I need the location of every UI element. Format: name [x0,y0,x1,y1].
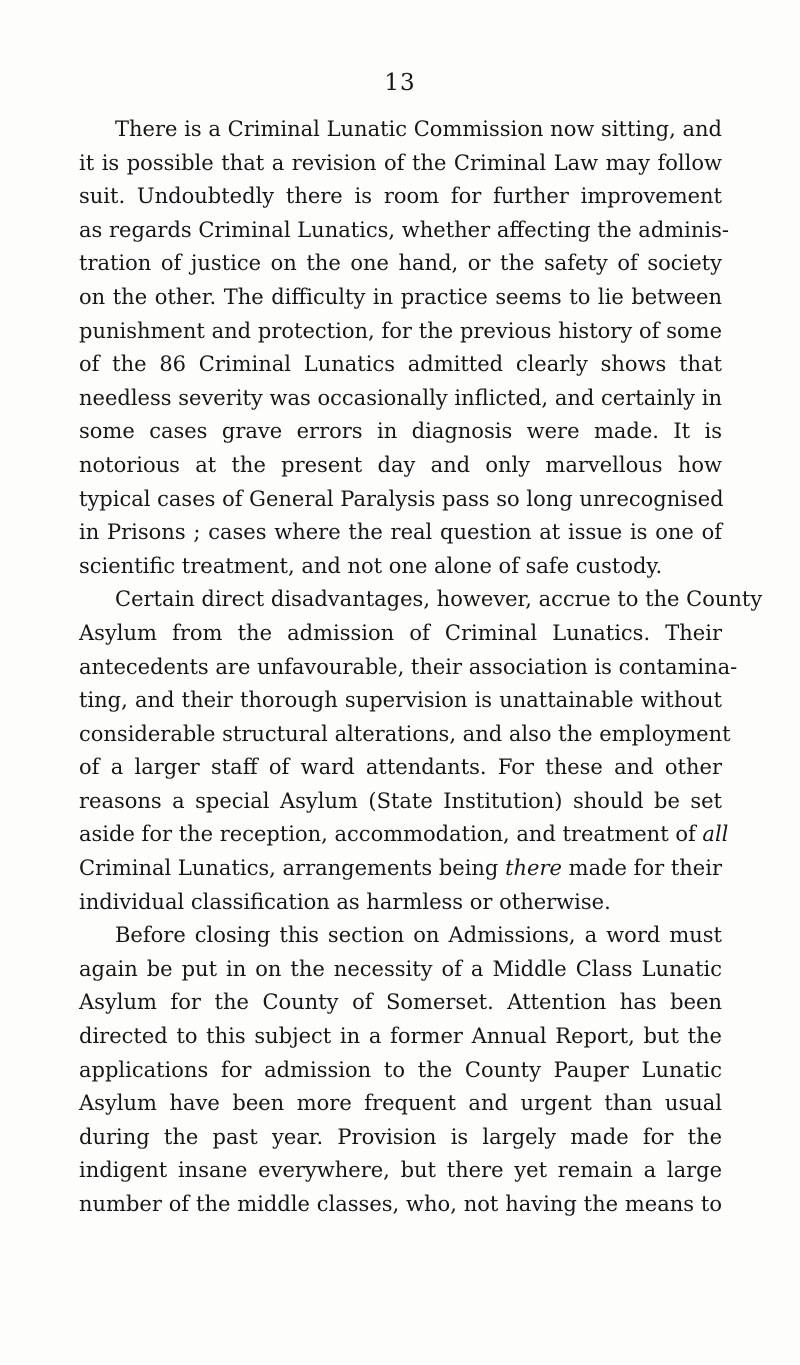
text-line: Asylum for the County of Somerset. Attention has been [79,990,722,1015]
text-line: ting, and their thorough supervision is unattainable without [79,688,722,713]
text-line: reasons a special Asylum (State Institution) should be set [79,788,722,813]
text-line: Asylum from the admission of Criminal Lunatics. Their [79,620,722,645]
text-line: number of the middle classes, who, not having the means to [79,1192,722,1216]
text-line: suit. Undoubtedly there is room for further improvement [79,184,722,209]
text-line: scientific treatment, and not one alone of safe custody. [79,553,663,578]
text-line: directed to this subject in a former Annual Report, but the [79,1024,722,1049]
text-line: typical cases of General Paralysis pass so long unrecognised [79,486,724,511]
text-line: aside for the reception, accommodation, and treatment of all [79,822,729,847]
text-line: notorious at the present day and only marvellous how [79,452,722,477]
text-line: as regards Criminal Lunatics, whether affecting the adminis- [79,217,730,242]
text-line: There is a Criminal Lunatic Commission now sitting, and [115,117,722,141]
text-line: antecedents are unfavourable, their association is contamina- [79,654,738,679]
text-line: in Prisons ; cases where the real question at issue is one of [79,520,722,545]
text-line: some cases grave errors in diagnosis were made. It is [79,419,722,444]
text-line: it is possible that a revision of the Criminal Law may follow [79,150,722,175]
text-line: indigent insane everywhere, but there yet remain a large [79,1158,722,1183]
text-line: during the past year. Provision is largely made for the [79,1124,722,1149]
text-line: Before closing this section on Admissions, a word must [115,923,722,948]
text-line: applications for admission to the County Pauper Lunatic [79,1057,722,1082]
text-line: Certain direct disadvantages, however, accrue to the County [115,587,763,612]
text-line: of the 86 Criminal Lunatics admitted clearly shows that [79,352,722,377]
text-line: of a larger staff of ward attendants. For these and other [79,755,722,780]
text-line: considerable structural alterations, and also the employment [79,721,731,746]
text-line: individual classification as harmless or otherwise. [79,889,611,914]
text-line: needless severity was occasionally inflicted, and certainly in [79,385,722,410]
text-line: again be put in on the necessity of a Middle Class Lunatic [79,956,722,981]
text-line: Criminal Lunatics, arrangements being there made for their [79,856,722,881]
text-line: on the other. The difficulty in practice seems to lie between [79,284,722,309]
text-line: Asylum have been more frequent and urgent than usual [79,1091,722,1116]
text-line: punishment and protection, for the previous history of some [79,318,722,343]
body-text [79,113,763,1222]
text-line: tration of justice on the one hand, or the safety of society [79,251,722,276]
page-number: 13 [384,70,416,96]
